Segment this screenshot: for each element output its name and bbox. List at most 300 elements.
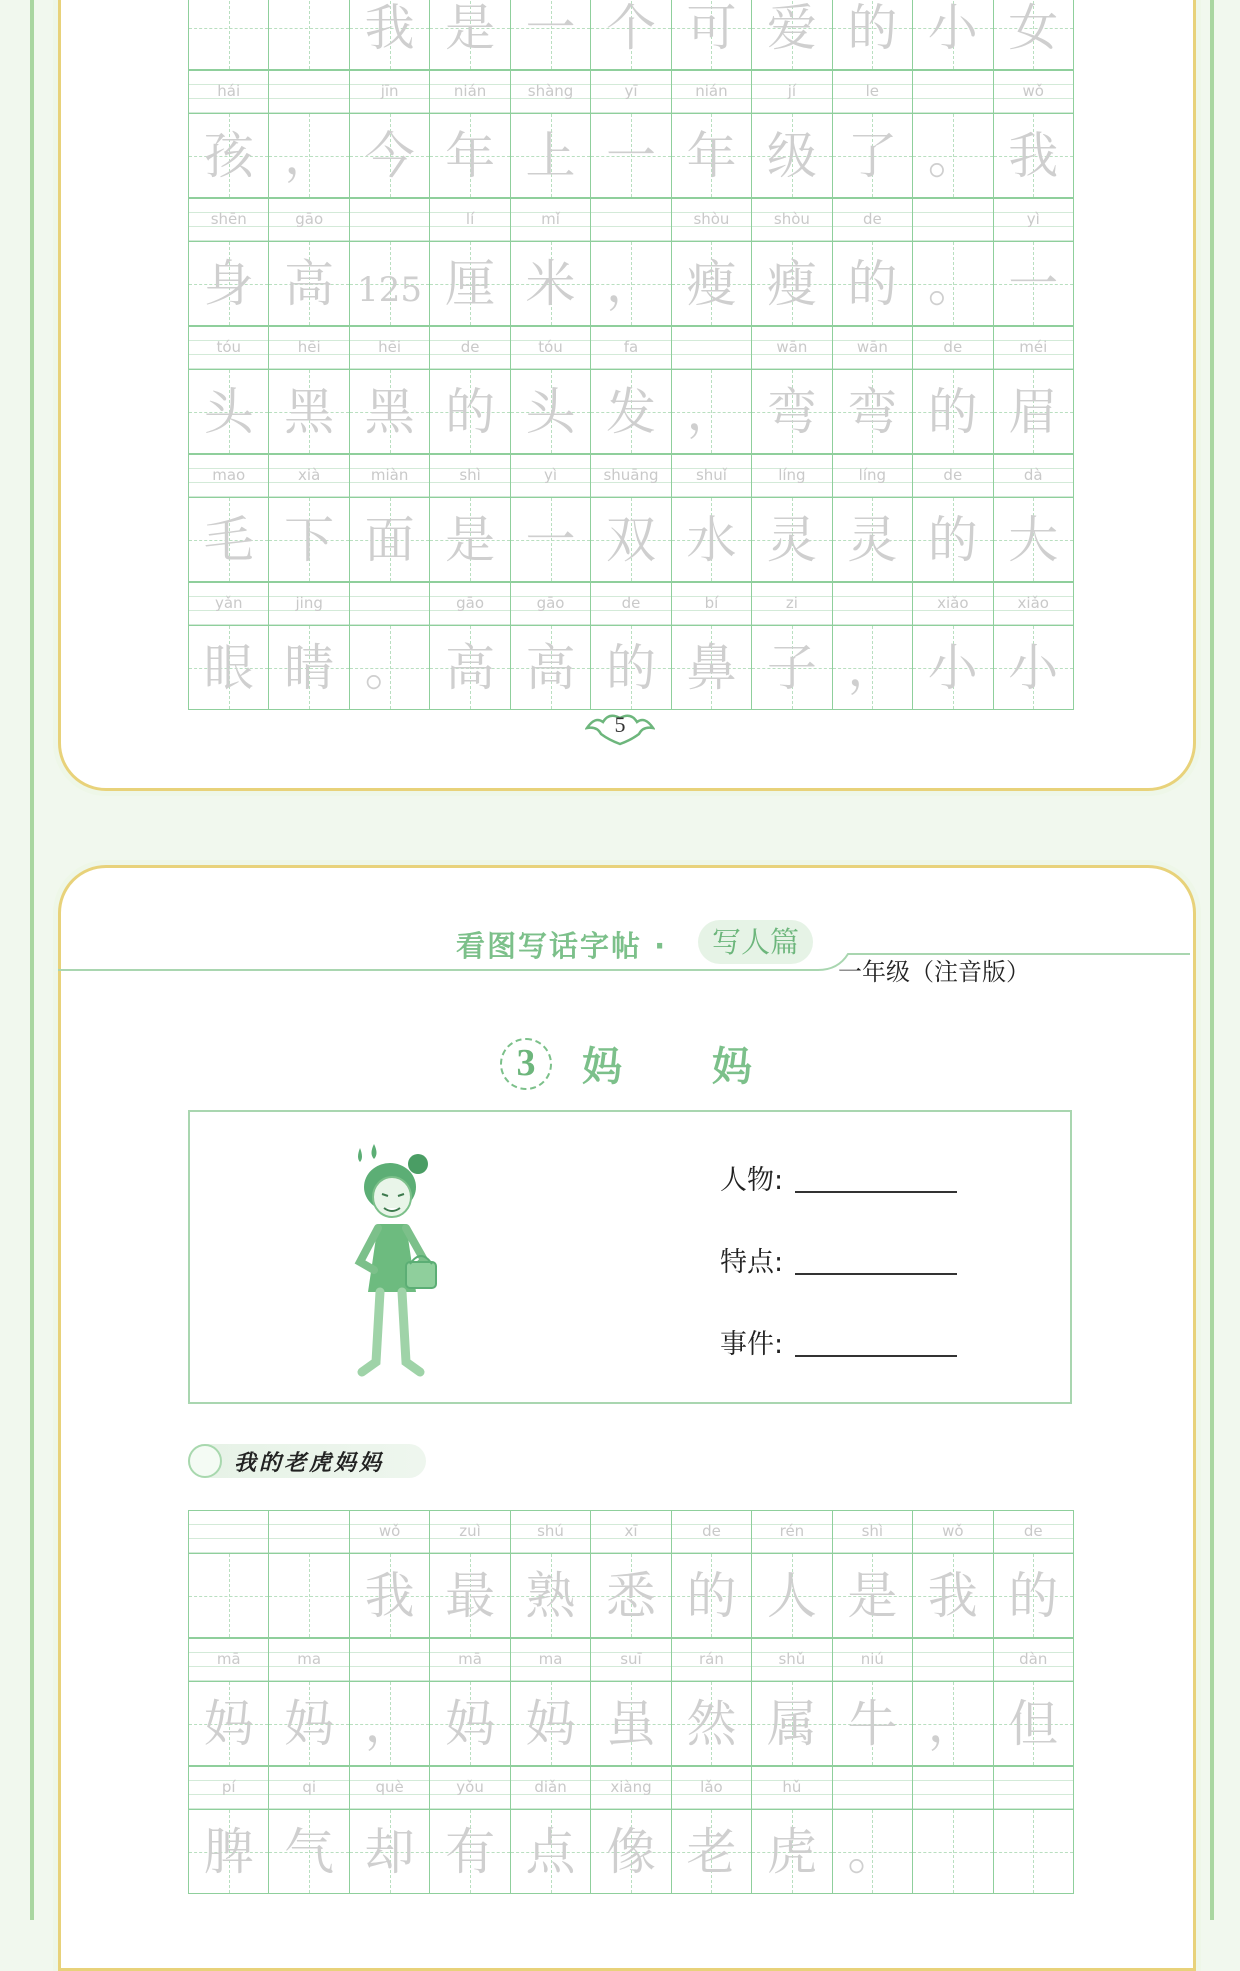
- hanzi-cell[interactable]: [189, 1682, 269, 1765]
- pinyin-cell: hǔ: [752, 1767, 832, 1809]
- hanzi-cell[interactable]: [189, 0, 269, 69]
- picture-info-box: [188, 1110, 1072, 1404]
- pinyin-cell: suī: [591, 1639, 671, 1681]
- hanzi-cell[interactable]: [833, 498, 913, 581]
- pinyin-cell: xiàng: [591, 1767, 671, 1809]
- trace-character: 黑: [284, 383, 335, 441]
- trace-character: 孩: [203, 127, 254, 185]
- pinyin-cell: jí: [752, 71, 832, 113]
- hanzi-cell[interactable]: [511, 1682, 591, 1765]
- hanzi-cell[interactable]: [752, 242, 832, 325]
- pinyin-cell: hái: [189, 71, 269, 113]
- trace-character: 最: [445, 1567, 496, 1625]
- pinyin-cell: fa: [591, 327, 671, 369]
- pinyin-cell: zuì: [430, 1511, 510, 1553]
- trace-character: 一: [525, 0, 576, 57]
- trace-character: ，: [284, 127, 335, 185]
- trace-character: 妈: [203, 1695, 254, 1753]
- trace-character: 头: [203, 383, 254, 441]
- field-feature-label: 特点:: [720, 1247, 784, 1278]
- grid-row: [188, 1638, 1074, 1766]
- trace-character: 鼻: [686, 639, 737, 697]
- trace-character: 灵: [847, 511, 898, 569]
- trace-character: 年: [686, 127, 737, 185]
- trace-character: 牛: [847, 1695, 898, 1753]
- pinyin-row: [188, 1510, 1074, 1554]
- trace-character: 我: [1008, 127, 1059, 185]
- hanzi-cell[interactable]: [430, 1554, 510, 1637]
- pinyin-cell: hēi: [350, 327, 430, 369]
- pinyin-cell: de: [913, 327, 993, 369]
- hanzi-cell[interactable]: [350, 114, 430, 197]
- trace-character: 眼: [203, 639, 254, 697]
- pinyin-cell: yǎn: [189, 583, 269, 625]
- trace-character: 妈: [445, 1695, 496, 1753]
- trace-character: 可: [686, 0, 737, 57]
- hanzi-cell[interactable]: [913, 1810, 993, 1893]
- pinyin-cell: [269, 71, 349, 113]
- pinyin-cell: dà: [994, 455, 1073, 497]
- pinyin-cell: [189, 1511, 269, 1553]
- hanzi-cell[interactable]: [189, 114, 269, 197]
- trace-character: 下: [284, 511, 335, 569]
- trace-character: 妈: [525, 1695, 576, 1753]
- hanzi-cell[interactable]: [913, 498, 993, 581]
- pinyin-cell: shú: [511, 1511, 591, 1553]
- hanzi-cell[interactable]: [672, 1554, 752, 1637]
- pinyin-cell: yì: [994, 199, 1073, 241]
- trace-character: 虎: [766, 1823, 817, 1881]
- hanzi-cell[interactable]: [672, 1810, 752, 1893]
- pinyin-cell: gāo: [430, 583, 510, 625]
- hanzi-cell[interactable]: [269, 498, 349, 581]
- pinyin-cell: [913, 1639, 993, 1681]
- grid-row: [188, 0, 1074, 70]
- hanzi-cell[interactable]: [913, 0, 993, 69]
- hanzi-cell[interactable]: [752, 498, 832, 581]
- hanzi-cell[interactable]: [994, 498, 1073, 581]
- pinyin-row: [188, 1766, 1074, 1810]
- hanzi-cell[interactable]: [994, 626, 1073, 709]
- field-feature-blank[interactable]: [795, 1273, 957, 1275]
- trace-character: 悉: [605, 1567, 656, 1625]
- trace-character: 。: [364, 639, 415, 697]
- lesson-title: [500, 1035, 790, 1092]
- pinyin-cell: pí: [189, 1767, 269, 1809]
- pinyin-cell: shuāng: [591, 455, 671, 497]
- pinyin-cell: shì: [430, 455, 510, 497]
- pinyin-cell: jing: [269, 583, 349, 625]
- hanzi-cell[interactable]: [350, 242, 430, 325]
- trace-character: 妈: [284, 1695, 335, 1753]
- hanzi-cell[interactable]: [994, 0, 1073, 69]
- pinyin-cell: wǒ: [994, 71, 1073, 113]
- pinyin-cell: de: [833, 199, 913, 241]
- trace-character: 个: [605, 0, 656, 57]
- hanzi-cell[interactable]: [672, 1682, 752, 1765]
- trace-character: 了: [847, 127, 898, 185]
- hanzi-cell[interactable]: [591, 242, 671, 325]
- pinyin-cell: [350, 1639, 430, 1681]
- pinyin-cell: shēn: [189, 199, 269, 241]
- pinyin-cell: shǔ: [752, 1639, 832, 1681]
- trace-character: 125: [357, 270, 423, 310]
- trace-character: 我: [364, 0, 415, 57]
- trace-character: 眉: [1008, 383, 1059, 441]
- hanzi-cell[interactable]: [994, 1810, 1073, 1893]
- pinyin-row: [188, 1638, 1074, 1682]
- hanzi-cell[interactable]: [591, 370, 671, 453]
- hanzi-cell[interactable]: [350, 626, 430, 709]
- hanzi-cell[interactable]: [833, 0, 913, 69]
- pinyin-cell: xiǎo: [994, 583, 1073, 625]
- pinyin-cell: shuǐ: [672, 455, 752, 497]
- trace-character: 脾: [203, 1823, 254, 1881]
- hanzi-cell[interactable]: [833, 1554, 913, 1637]
- top-writing-grid: [188, 0, 1074, 710]
- hanzi-cell[interactable]: [672, 370, 752, 453]
- hanzi-cell[interactable]: [833, 1682, 913, 1765]
- pinyin-cell: wān: [752, 327, 832, 369]
- lesson-name: 妈 妈: [582, 1044, 790, 1090]
- grid-row: [188, 70, 1074, 198]
- hanzi-cell[interactable]: [591, 498, 671, 581]
- trace-character: 有: [445, 1823, 496, 1881]
- field-event: [720, 1322, 957, 1361]
- pinyin-cell: [591, 199, 671, 241]
- hanzi-cell[interactable]: [752, 1682, 832, 1765]
- trace-character: 小: [927, 0, 978, 57]
- hanzi-cell[interactable]: [994, 1682, 1073, 1765]
- trace-character: 虽: [605, 1695, 656, 1753]
- pinyin-row: [188, 582, 1074, 626]
- trace-character: 。: [847, 1823, 898, 1881]
- trace-character: 一: [525, 511, 576, 569]
- trace-character: 水: [686, 511, 737, 569]
- pinyin-cell: líng: [833, 455, 913, 497]
- hanzi-cell[interactable]: [511, 1810, 591, 1893]
- field-person-blank[interactable]: [795, 1191, 957, 1193]
- pinyin-cell: qi: [269, 1767, 349, 1809]
- hanzi-cell[interactable]: [833, 1810, 913, 1893]
- pinyin-cell: ma: [269, 1639, 349, 1681]
- hanzi-cell[interactable]: [350, 1810, 430, 1893]
- book-title: 看图写话字帖 ·: [456, 929, 668, 963]
- pinyin-cell: shàng: [511, 71, 591, 113]
- trace-character: ，: [686, 383, 737, 441]
- hanzi-cell[interactable]: [591, 1810, 671, 1893]
- hanzi-cell[interactable]: [511, 1554, 591, 1637]
- hanzi-cell[interactable]: [913, 626, 993, 709]
- pinyin-cell: yì: [511, 455, 591, 497]
- hanzi-cell[interactable]: [430, 370, 510, 453]
- grid-row: [188, 1510, 1074, 1638]
- hanzi-cell[interactable]: [430, 498, 510, 581]
- trace-character: 爱: [766, 0, 817, 57]
- field-event-blank[interactable]: [795, 1355, 957, 1357]
- trace-character: 毛: [203, 511, 254, 569]
- hanzi-cell[interactable]: [752, 626, 832, 709]
- pinyin-cell: mao: [189, 455, 269, 497]
- trace-character: 瘦: [766, 255, 817, 313]
- hanzi-cell[interactable]: [913, 370, 993, 453]
- leaf-icon: [188, 1444, 222, 1478]
- pinyin-cell: tóu: [511, 327, 591, 369]
- pinyin-cell: mā: [189, 1639, 269, 1681]
- pinyin-cell: méi: [994, 327, 1073, 369]
- trace-character: ，: [364, 1695, 415, 1753]
- field-person-label: 人物:: [720, 1165, 784, 1196]
- pinyin-cell: gāo: [269, 199, 349, 241]
- hanzi-cell[interactable]: [511, 626, 591, 709]
- hanzi-cell[interactable]: [833, 114, 913, 197]
- pinyin-row: [188, 326, 1074, 370]
- hanzi-cell[interactable]: [833, 626, 913, 709]
- trace-character: 是: [445, 0, 496, 57]
- pinyin-row: [188, 198, 1074, 242]
- pinyin-cell: nián: [430, 71, 510, 113]
- right-frame-line: [1210, 0, 1214, 1920]
- pinyin-cell: [350, 199, 430, 241]
- hanzi-cell[interactable]: [672, 114, 752, 197]
- pinyin-cell: rán: [672, 1639, 752, 1681]
- hanzi-cell[interactable]: [430, 0, 510, 69]
- trace-character: 的: [1008, 1567, 1059, 1625]
- pinyin-cell: xià: [269, 455, 349, 497]
- hanzi-cell[interactable]: [430, 626, 510, 709]
- hanzi-cell[interactable]: [269, 1554, 349, 1637]
- hanzi-cell[interactable]: [511, 242, 591, 325]
- hanzi-cell[interactable]: [189, 370, 269, 453]
- hanzi-cell[interactable]: [189, 1554, 269, 1637]
- hanzi-cell[interactable]: [189, 1810, 269, 1893]
- trace-character: 的: [927, 383, 978, 441]
- passage-title-tag: [188, 1444, 426, 1478]
- pinyin-cell: de: [913, 455, 993, 497]
- hanzi-cell[interactable]: [511, 0, 591, 69]
- trace-character: 瘦: [686, 255, 737, 313]
- trace-character: 气: [284, 1823, 335, 1881]
- pinyin-cell: jīn: [350, 71, 430, 113]
- hanzi-cell[interactable]: [189, 498, 269, 581]
- hanzi-row: [188, 498, 1074, 582]
- pinyin-cell: de: [994, 1511, 1073, 1553]
- hanzi-cell[interactable]: [752, 1810, 832, 1893]
- hanzi-cell[interactable]: [833, 370, 913, 453]
- pinyin-cell: [913, 1767, 993, 1809]
- hanzi-cell[interactable]: [189, 242, 269, 325]
- trace-character: 高: [445, 639, 496, 697]
- hanzi-cell[interactable]: [752, 0, 832, 69]
- hanzi-cell[interactable]: [672, 626, 752, 709]
- page-number: 5: [614, 712, 626, 737]
- pinyin-cell: de: [591, 583, 671, 625]
- trace-character: 子: [766, 639, 817, 697]
- hanzi-cell[interactable]: [269, 0, 349, 69]
- trace-character: 厘: [445, 255, 496, 313]
- hanzi-cell[interactable]: [591, 1682, 671, 1765]
- grid-row: [188, 582, 1074, 710]
- hanzi-cell[interactable]: [350, 0, 430, 69]
- lesson-number: 3: [500, 1038, 552, 1090]
- pinyin-cell: líng: [752, 455, 832, 497]
- hanzi-cell[interactable]: [913, 242, 993, 325]
- trace-character: 小: [1008, 639, 1059, 697]
- trace-character: 今: [364, 127, 415, 185]
- pinyin-cell: miàn: [350, 455, 430, 497]
- pinyin-cell: nián: [672, 71, 752, 113]
- hanzi-cell[interactable]: [350, 1682, 430, 1765]
- pinyin-cell: gāo: [511, 583, 591, 625]
- hanzi-row: [188, 1554, 1074, 1638]
- hanzi-cell[interactable]: [189, 626, 269, 709]
- trace-character: 面: [364, 511, 415, 569]
- hanzi-cell[interactable]: [833, 242, 913, 325]
- pinyin-cell: wān: [833, 327, 913, 369]
- pinyin-cell: [833, 1767, 913, 1809]
- grid-row: [188, 326, 1074, 454]
- trace-character: 的: [605, 639, 656, 697]
- hanzi-row: [188, 1682, 1074, 1766]
- trace-character: 级: [766, 127, 817, 185]
- hanzi-cell[interactable]: [672, 498, 752, 581]
- hanzi-cell[interactable]: [994, 114, 1073, 197]
- hanzi-cell[interactable]: [913, 114, 993, 197]
- trace-character: ，: [847, 639, 898, 697]
- hanzi-cell[interactable]: [591, 114, 671, 197]
- trace-character: 灵: [766, 511, 817, 569]
- hanzi-cell[interactable]: [591, 0, 671, 69]
- pinyin-cell: lí: [430, 199, 510, 241]
- hanzi-row: [188, 242, 1074, 326]
- hanzi-cell[interactable]: [430, 242, 510, 325]
- hanzi-cell[interactable]: [350, 498, 430, 581]
- hanzi-cell[interactable]: [269, 1682, 349, 1765]
- trace-character: 然: [686, 1695, 737, 1753]
- pinyin-cell: de: [430, 327, 510, 369]
- field-feature: [720, 1240, 957, 1279]
- hanzi-cell[interactable]: [430, 1682, 510, 1765]
- pinyin-cell: [913, 71, 993, 113]
- hanzi-cell[interactable]: [511, 498, 591, 581]
- pinyin-cell: hēi: [269, 327, 349, 369]
- hanzi-cell[interactable]: [994, 242, 1073, 325]
- hanzi-row: [188, 0, 1074, 70]
- grid-row: [188, 454, 1074, 582]
- pinyin-cell: dàn: [994, 1639, 1073, 1681]
- pinyin-row: [188, 454, 1074, 498]
- hanzi-cell[interactable]: [994, 1554, 1073, 1637]
- hanzi-cell[interactable]: [752, 370, 832, 453]
- trace-character: 女: [1008, 0, 1059, 57]
- trace-character: 但: [1008, 1695, 1059, 1753]
- trace-character: ，: [605, 255, 656, 313]
- pinyin-cell: xiǎo: [913, 583, 993, 625]
- hanzi-cell[interactable]: [430, 114, 510, 197]
- hanzi-cell[interactable]: [350, 1554, 430, 1637]
- pinyin-cell: zi: [752, 583, 832, 625]
- pinyin-cell: wǒ: [350, 1511, 430, 1553]
- trace-character: 老: [686, 1823, 737, 1881]
- trace-character: 弯: [847, 383, 898, 441]
- hanzi-cell[interactable]: [511, 370, 591, 453]
- trace-character: 双: [605, 511, 656, 569]
- pinyin-cell: [833, 583, 913, 625]
- pinyin-cell: bí: [672, 583, 752, 625]
- pinyin-cell: ma: [511, 1639, 591, 1681]
- pinyin-cell: de: [672, 1511, 752, 1553]
- hanzi-cell[interactable]: [269, 370, 349, 453]
- hanzi-row: [188, 370, 1074, 454]
- hanzi-cell[interactable]: [350, 370, 430, 453]
- passage-title: 我的老虎妈妈: [234, 1450, 385, 1476]
- trace-character: 上: [525, 127, 576, 185]
- pinyin-cell: shì: [833, 1511, 913, 1553]
- hanzi-cell[interactable]: [269, 626, 349, 709]
- pinyin-cell: tóu: [189, 327, 269, 369]
- left-frame-line: [30, 0, 34, 1920]
- hanzi-cell[interactable]: [511, 114, 591, 197]
- trace-character: 像: [605, 1823, 656, 1881]
- pinyin-cell: mā: [430, 1639, 510, 1681]
- trace-character: 头: [525, 383, 576, 441]
- hanzi-cell[interactable]: [994, 370, 1073, 453]
- hanzi-cell[interactable]: [672, 0, 752, 69]
- grade-label: 一年级（注音版）: [838, 958, 1030, 986]
- pinyin-cell: [672, 327, 752, 369]
- trace-character: 熟: [525, 1567, 576, 1625]
- bottom-writing-grid: [188, 1510, 1074, 1894]
- trace-character: 。: [927, 127, 978, 185]
- pinyin-cell: niú: [833, 1639, 913, 1681]
- trace-character: 高: [284, 255, 335, 313]
- pinyin-cell: diǎn: [511, 1767, 591, 1809]
- trace-character: ，: [927, 1695, 978, 1753]
- hanzi-cell[interactable]: [752, 1554, 832, 1637]
- hanzi-cell[interactable]: [430, 1810, 510, 1893]
- trace-character: 一: [605, 127, 656, 185]
- trace-character: 睛: [284, 639, 335, 697]
- trace-character: 的: [445, 383, 496, 441]
- pinyin-cell: mǐ: [511, 199, 591, 241]
- trace-character: 大: [1008, 511, 1059, 569]
- trace-character: 的: [847, 0, 898, 57]
- hanzi-cell[interactable]: [752, 114, 832, 197]
- pinyin-cell: [269, 1511, 349, 1553]
- section-tag: 写人篇: [698, 920, 813, 964]
- pinyin-cell: què: [350, 1767, 430, 1809]
- trace-character: 小: [927, 639, 978, 697]
- pinyin-cell: [913, 199, 993, 241]
- trace-character: 却: [364, 1823, 415, 1881]
- hanzi-cell[interactable]: [672, 242, 752, 325]
- trace-character: 黑: [364, 383, 415, 441]
- hanzi-cell[interactable]: [591, 626, 671, 709]
- trace-character: 的: [686, 1567, 737, 1625]
- hanzi-row: [188, 626, 1074, 710]
- hanzi-cell[interactable]: [913, 1554, 993, 1637]
- pinyin-cell: xī: [591, 1511, 671, 1553]
- field-event-label: 事件:: [720, 1329, 784, 1360]
- pinyin-cell: shòu: [752, 199, 832, 241]
- hanzi-cell[interactable]: [269, 114, 349, 197]
- hanzi-cell[interactable]: [269, 1810, 349, 1893]
- hanzi-cell[interactable]: [913, 1682, 993, 1765]
- pinyin-cell: wǒ: [913, 1511, 993, 1553]
- trace-character: 年: [445, 127, 496, 185]
- hanzi-cell[interactable]: [269, 242, 349, 325]
- hanzi-cell[interactable]: [591, 1554, 671, 1637]
